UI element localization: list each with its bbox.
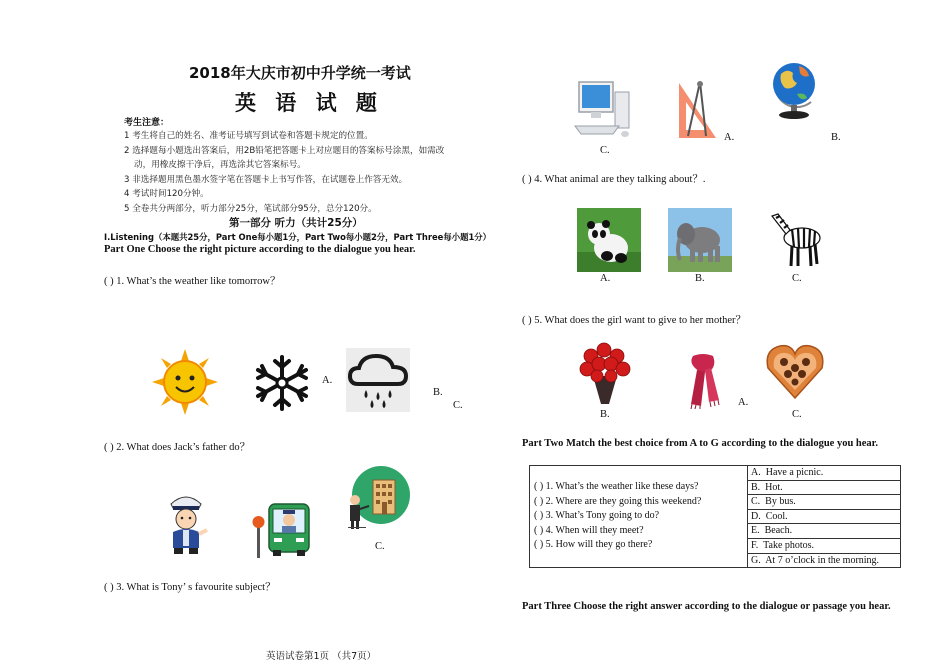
rain-cloud-icon — [346, 348, 410, 412]
match-option-d: D. Cool. — [748, 509, 901, 524]
match-option-c: C. By bus. — [748, 495, 901, 510]
note-item-2-cont: 动，用橡皮擦干净后，再选涂其它答案标号。 — [134, 160, 306, 170]
question-4: ( ) 4. What animal are they talking about？. — [522, 174, 706, 185]
exam-title: 2018年大庆市初中升学统一考试 — [189, 64, 411, 82]
match-option-f: F. Take photos. — [748, 538, 901, 553]
note-item-1: 1 考生将自己的姓名、准考证号填写到试卷和答题卡规定的位置。 — [124, 131, 373, 141]
chocolate-box-icon — [764, 342, 826, 402]
zebra-icon — [764, 206, 828, 270]
match-question-4: ( ) 4. When will they meet? — [534, 524, 644, 536]
table-row — [530, 466, 901, 481]
scarf-icon — [683, 352, 723, 410]
notes-heading: 考生注意： — [124, 118, 170, 128]
office-worker-icon — [345, 466, 413, 530]
question-5: ( ) 5. What does the girl want to give to her mother？ — [522, 315, 747, 326]
roses-bouquet-icon — [577, 340, 633, 406]
note-item-2: 2 选择题每小题选出答案后，用2B铅笔把答题卡上对应题目的答案标号涂黑，如需改 — [124, 146, 445, 156]
note-item-5: 5 全卷共分两部分，听力部分25分，笔试部分95分，总分120分。 — [124, 204, 377, 214]
part-two-heading: Part Two Match the best choice from A to G according to the dialogue you hear. — [522, 438, 878, 449]
listening-intro: I.Listening（本题共25分，Part One每小题1分，Part Two每小题2分，Part Three每小题1分） — [104, 232, 492, 242]
part-one-heading: Part One Choose the right picture according to the dialogue you hear. — [104, 244, 416, 255]
match-questions-cell — [530, 466, 748, 568]
panda-icon — [577, 208, 641, 272]
q2-label-c: C. — [375, 541, 385, 552]
q4-label-a: A. — [600, 273, 611, 284]
snowflake-icon — [250, 353, 314, 413]
q2-divider — [348, 527, 366, 528]
question-3: ( ) 3. What is Tony’ s favourite subject？ — [104, 582, 276, 593]
match-option-a: A. Have a picnic. — [748, 466, 901, 481]
drawing-tools-icon — [676, 80, 720, 142]
q5-label-a: A. — [738, 397, 749, 408]
match-question-3: ( ) 3. What’s Tony going to do? — [534, 510, 660, 522]
q3-label-a: A. — [724, 132, 735, 143]
q3-label-c: C. — [600, 145, 610, 156]
part-three-heading: Part Three Choose the right answer according to the dialogue or passage you hear. — [522, 601, 891, 612]
match-question-1: ( ) 1. What’s the weather like these days? — [534, 481, 699, 493]
bus-driver-icon — [252, 500, 312, 560]
police-officer-icon — [163, 490, 209, 556]
q4-label-c: C. — [792, 273, 802, 284]
question-1: ( ) 1. What’s the weather like tomorrow？ — [104, 276, 281, 287]
note-item-3: 3 非选择题用黑色墨水签字笔在答题卡上书写作答，在试题卷上作答无效。 — [124, 175, 408, 185]
note-item-4: 4 考试时间120分钟。 — [124, 189, 209, 199]
match-table — [529, 465, 901, 568]
q4-label-b: B. — [695, 273, 705, 284]
part1-heading: 第一部分 听力（共计25分） — [229, 217, 363, 229]
q5-label-b: B. — [600, 409, 610, 420]
q1-label-b: B. — [433, 387, 443, 398]
elephant-icon — [668, 208, 732, 272]
q1-label-c: C. — [453, 400, 463, 411]
q3-label-b: B. — [831, 132, 841, 143]
computer-icon — [573, 78, 633, 142]
match-option-g: G. At 7 o’clock in the morning. — [748, 553, 901, 568]
sun-icon — [152, 349, 218, 415]
globe-icon — [767, 56, 821, 120]
match-question-2: ( ) 2. Where are they going this weekend? — [534, 495, 702, 507]
subject-title: 英 语 试 题 — [235, 91, 383, 115]
match-option-b: B. Hot. — [748, 480, 901, 495]
q5-label-c: C. — [792, 409, 802, 420]
page-footer: 英语试卷第1页 （共7页） — [266, 651, 377, 662]
match-question-5: ( ) 5. How will they go there? — [534, 539, 653, 551]
q1-label-a: A. — [322, 375, 333, 386]
question-2: ( ) 2. What does Jack’s father do？ — [104, 442, 251, 453]
match-option-e: E. Beach. — [748, 524, 901, 539]
